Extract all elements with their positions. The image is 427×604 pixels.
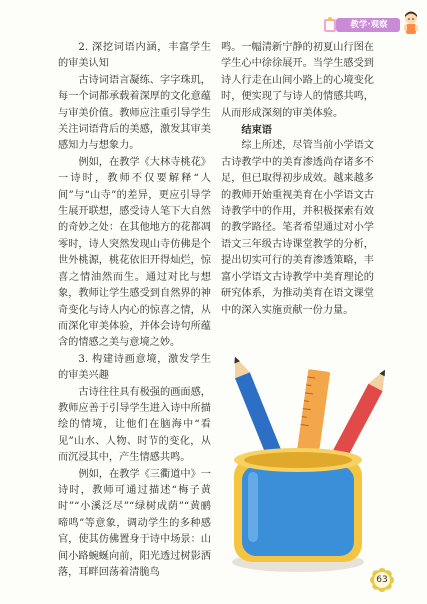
section-2-heading: 2. 深挖词语内涵，丰富学生的审美认知 — [58, 42, 211, 70]
pen-holder-cup — [232, 448, 364, 572]
paragraph: 例如，在教学《大林寺桃花》一诗时，教师不仅要解释“人间”与“山寺”的差异，更应引导学生展开联想，感受诗人笔下大自然的奇妙之处：在其他地方的花都凋零时，诗人突然发现山寺仿佛是个世外桃源，桃花依旧开得灿烂，惊喜之情油然而生。通过对比与想象，教师让学生感受到自然界的神奇变化与诗人内心的惊喜之情，从而深化审美体验，并体会诗句所蕴含的情感之美与意境之妙。 — [58, 156, 211, 349]
left-column — [58, 40, 211, 581]
paragraph: 古诗词语言凝练、字字珠玑，每一个词都承载着深厚的文化意蕴与审美价值。教师应注重引导学生关注词语背后的美感，激发其审美感知力与想象力。 — [58, 74, 211, 152]
paragraph-continued: 鸣。一幅清新宁静的初夏山行图在学生心中徐徐展开。当学生感受到诗人行走在山间小路上的心境变化时，便实现了与诗人的情感共鸣，从而形成深刻的审美体验。 — [221, 42, 374, 119]
badge-label: 教学·观察 — [350, 20, 388, 30]
pencil-cup-illustration — [208, 348, 388, 576]
right-column — [221, 40, 374, 319]
conclusion-heading: 结束语 — [241, 124, 272, 137]
student-icon — [400, 10, 422, 38]
section-3-heading: 3. 构建诗画意境，激发学生的审美兴趣 — [58, 353, 211, 382]
paragraph: 古诗往往具有极强的画面感，教师应善于引导学生进入诗中所描绘的情境，让他们在脑海中“看见”山水、人物、时节的变化，从而沉浸其中，产生情感共鸣。 — [58, 386, 211, 464]
page-number-badge — [370, 568, 394, 592]
paragraph: 例如，在教学《三衢道中》一诗时，教师可通过描述“梅子黄时”“小溪泛尽”“绿树成荫”“黄鹂啼鸣”等意象，调动学生的多种感官，使其仿佛置身于诗中场景：山间小路蜿蜒向前，阳光透过树影洒落，耳畔回荡着清脆鸟 — [58, 468, 211, 578]
conclusion-paragraph: 综上所述，尽管当前小学语文古诗教学中的美育渗透尚存诸多不足，但已取得初步成效。越来越多的教师开始重视美育在小学语文古诗教学中的作用，并积极探索有效的教学路径。笔者希望通过对小学语文三年级古诗课堂教学的分析，提出切实可行的美育渗透策略，丰富小学语文古诗教学中美育理论的研究体系，为推动美育在语文课堂中的深入实施贡献一份力量。 — [221, 140, 374, 316]
column-badge — [322, 14, 414, 36]
page-number: 63 — [376, 575, 388, 585]
